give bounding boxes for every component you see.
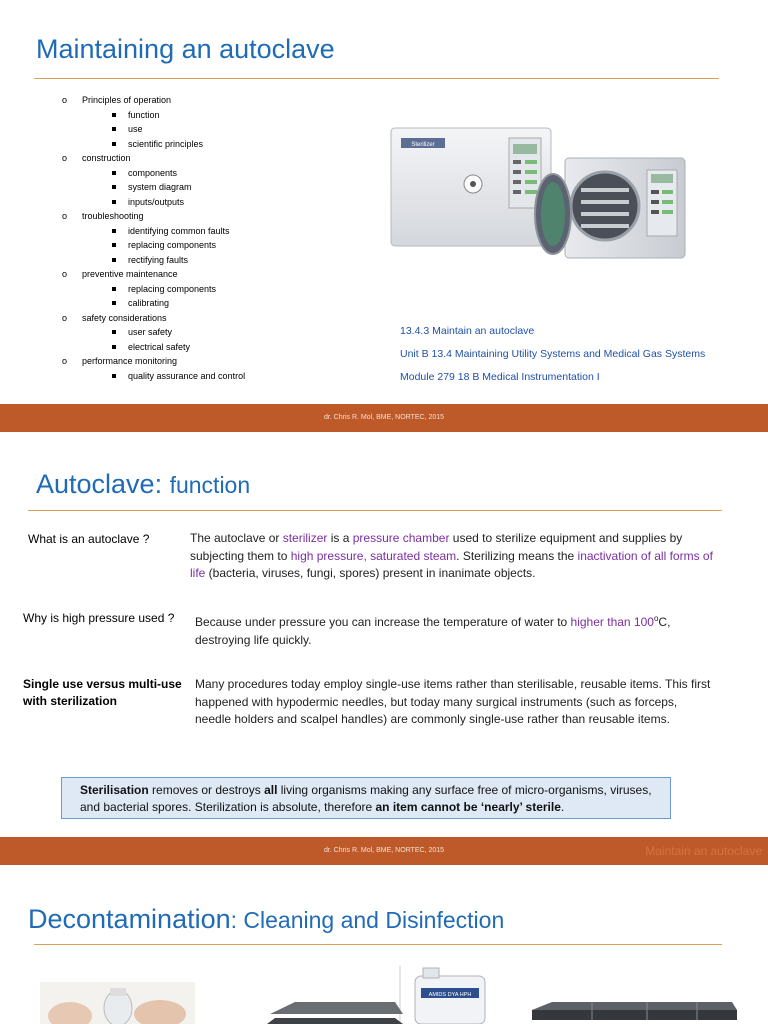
slide-footer <box>0 404 768 432</box>
tray-and-bottle-image <box>255 966 505 1024</box>
question-single-use: Single use versus multi-use with sterilization <box>23 677 182 708</box>
footer-topic: Maintain an autoclave <box>645 844 762 858</box>
slide-title: Autoclave: function <box>36 469 251 499</box>
outline-item: o safety considerations user safety electrical safety <box>62 311 245 355</box>
surgical-table-image <box>532 996 737 1024</box>
title-divider <box>34 78 719 79</box>
unit-title: Unit B 13.4 Maintaining Utility Systems and Medical Gas Systems <box>400 348 706 360</box>
title-divider <box>28 510 722 511</box>
footer-credit: dr. Chris R. Mol, BME, NORTEC, 2015 <box>323 414 445 421</box>
module-title: Module 279 18 B Medical Instrumentation I <box>400 371 600 383</box>
answer-single-use: Many procedures today employ single-use items rather than sterilisable, reusable items. This first happened with hypodermic needles, but today many surgical instruments (such as forceps, needle holders and scalpel handles) are commonly single-use rather than reusable items. <box>195 677 711 726</box>
outline-item: o Principles of operation function use scientific principles <box>62 93 245 151</box>
title-divider <box>34 944 722 945</box>
hand-spray-image <box>40 982 195 1024</box>
topic-outline <box>62 93 245 383</box>
outline-subitem: rectifying faults <box>108 253 245 268</box>
outline-item: o construction components system diagram inputs/outputs <box>62 151 245 209</box>
question-what-is-autoclave: What is an autoclave ? <box>28 532 150 546</box>
outline-subitem: quality assurance and control <box>108 369 245 384</box>
slide-footer <box>0 837 768 865</box>
slide-title: Maintaining an autoclave <box>36 34 335 64</box>
slide-decontamination <box>0 869 768 1024</box>
outline-subitem: system diagram <box>108 180 245 195</box>
outline-subitem: replacing components <box>108 238 245 253</box>
outline-subitem: calibrating <box>108 296 245 311</box>
outline-subitem: use <box>108 122 245 137</box>
slide-title: Decontamination: Cleaning and Disinfection <box>28 904 505 934</box>
outline-item: o troubleshooting identifying common faults replacing components rectifying faults <box>62 209 245 267</box>
outline-subitem: inputs/outputs <box>108 195 245 210</box>
bottle-label: AMIDS DYA HPH <box>428 992 472 998</box>
footer-credit: dr. Chris R. Mol, BME, NORTEC, 2015 <box>323 847 445 854</box>
outline-subitem: replacing components <box>108 282 245 297</box>
outline-subitem: user safety <box>108 325 245 340</box>
svg-text:Sterilizer: Sterilizer <box>411 142 435 148</box>
unit-code: 13.4.3 Maintain an autoclave <box>400 325 535 337</box>
question-why-high-pressure: Why is high pressure used ? <box>23 611 175 625</box>
outline-subitem: electrical safety <box>108 340 245 355</box>
sterilisation-callout: Sterilisation removes or destroys all living organisms making any surface free of micro-organisms, viruses, and bacterial spores. Sterilization is absolute, therefore an item cannot be ‘nearly’ sterile. <box>61 777 671 819</box>
outline-subitem: components <box>108 166 245 181</box>
outline-item: o preventive maintenance replacing components calibrating <box>62 267 245 311</box>
answer-why-high-pressure: Because under pressure you can increase the temperature of water to higher than 100$^o$C, destroying life quickly. <box>195 614 671 647</box>
outline-subitem: function <box>108 108 245 123</box>
answer-what-is-autoclave: The autoclave or sterilizer is a pressure chamber used to sterilize equipment and supplies by subjecting them to high pressure, saturated steam. Sterilizing means the inactivation of all forms of life (bacteria, viruses, fungi, spores) present in inanimate objects. <box>190 531 713 580</box>
outline-subitem: scientific principles <box>108 137 245 152</box>
outline-item: o performance monitoring quality assurance and control <box>62 354 245 383</box>
slide-maintaining <box>0 0 768 432</box>
outline-subitem: identifying common faults <box>108 224 245 239</box>
autoclave-image <box>385 118 720 268</box>
